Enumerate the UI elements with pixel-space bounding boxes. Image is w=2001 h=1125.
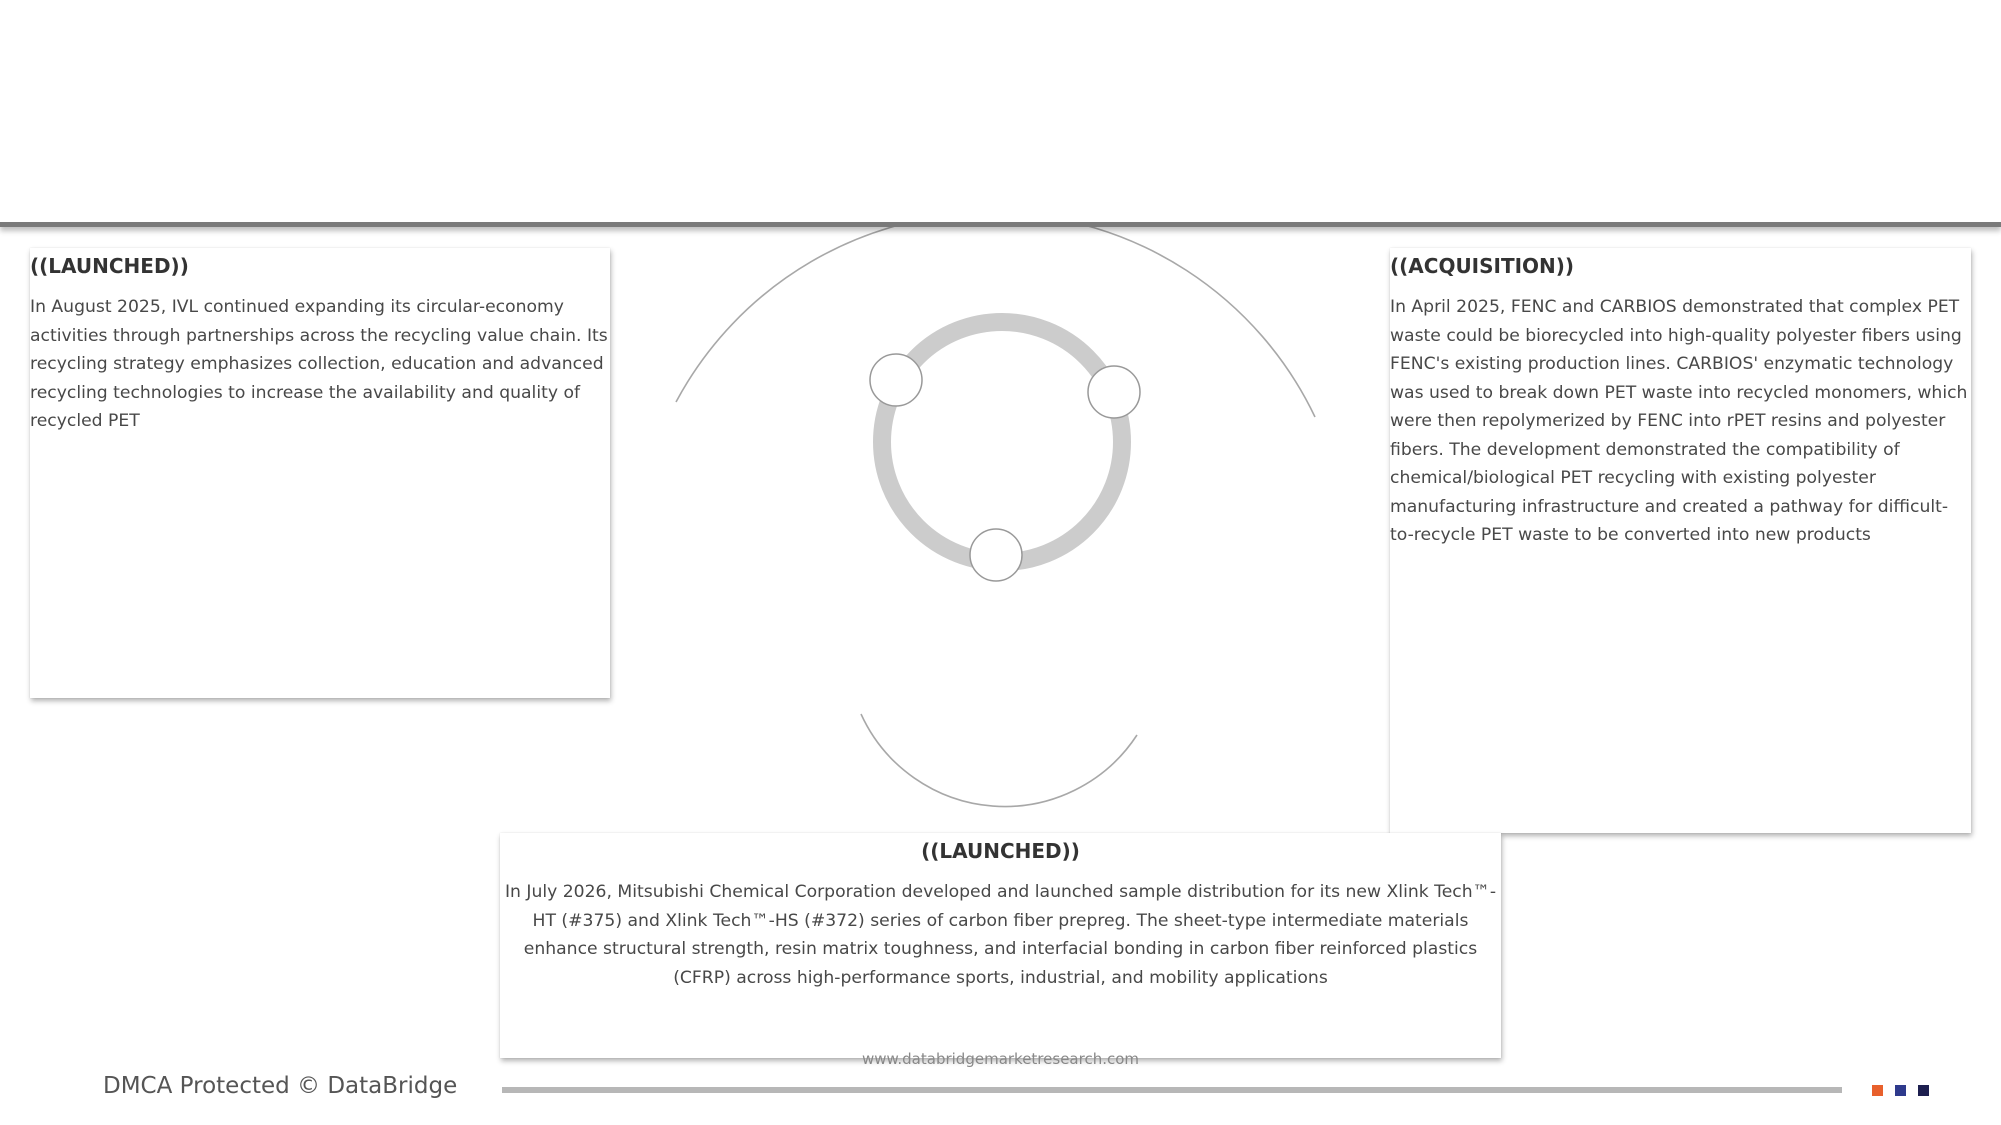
footer-divider — [502, 1087, 1842, 1093]
event-card-bottom — [500, 833, 1501, 1058]
ring-node-bottom — [970, 529, 1022, 581]
accent-square-blue — [1895, 1085, 1906, 1096]
card-title: ((LAUNCHED)) — [921, 839, 1080, 863]
event-card-right — [1390, 248, 1971, 833]
footer-website[interactable]: www.databridgemarketresearch.com — [861, 1050, 1140, 1068]
card-body: In August 2025, IVL continued expanding its circular-economy activities through partnerships across the recycling value chain. Its recycling strategy emphasizes collection, education and advanced recycling technologies to increase the availability and quality of recycled PET — [30, 297, 608, 431]
accent-square-orange — [1872, 1085, 1883, 1096]
accent-square-navy — [1918, 1085, 1929, 1096]
outer-arc-bottom — [861, 714, 1137, 806]
card-body: In July 2026, Mitsubishi Chemical Corporation developed and launched sample distribution for its new Xlink Tech™-HT (#375) and Xlink Tech™-HS (#372) series of carbon fiber prepreg. The sheet-type intermediate materials enhance structural strength, resin matrix toughness, and interfacial bonding in carbon fiber reinforced plastics (CFRP) across high-performance sports, industrial, and mobility applications — [504, 882, 1497, 988]
card-title: ((ACQUISITION)) — [1390, 254, 1575, 278]
card-title: ((LAUNCHED)) — [30, 254, 189, 278]
ring-node-left — [870, 354, 922, 406]
event-card-left — [30, 248, 610, 698]
card-body: In April 2025, FENC and CARBIOS demonstrated that complex PET waste could be biorecycled into high-quality polyester fibers using FENC's existing production lines. CARBIOS' enzymatic technology was used to break down PET waste into recycled monomers, which were then repolymerized by FENC into rPET resins and polyester fibers. The development demonstrated the compatibility of chemical/biological PET recycling with existing polyester manufacturing infrastructure and created a pathway for difficult-to-recycle PET waste to be converted into new products — [1390, 297, 1968, 545]
center-ring — [882, 322, 1122, 562]
ring-node-right — [1088, 366, 1140, 418]
header-band — [0, 0, 2001, 227]
footer-dmca-notice: DMCA Protected © DataBridge — [103, 1073, 458, 1099]
